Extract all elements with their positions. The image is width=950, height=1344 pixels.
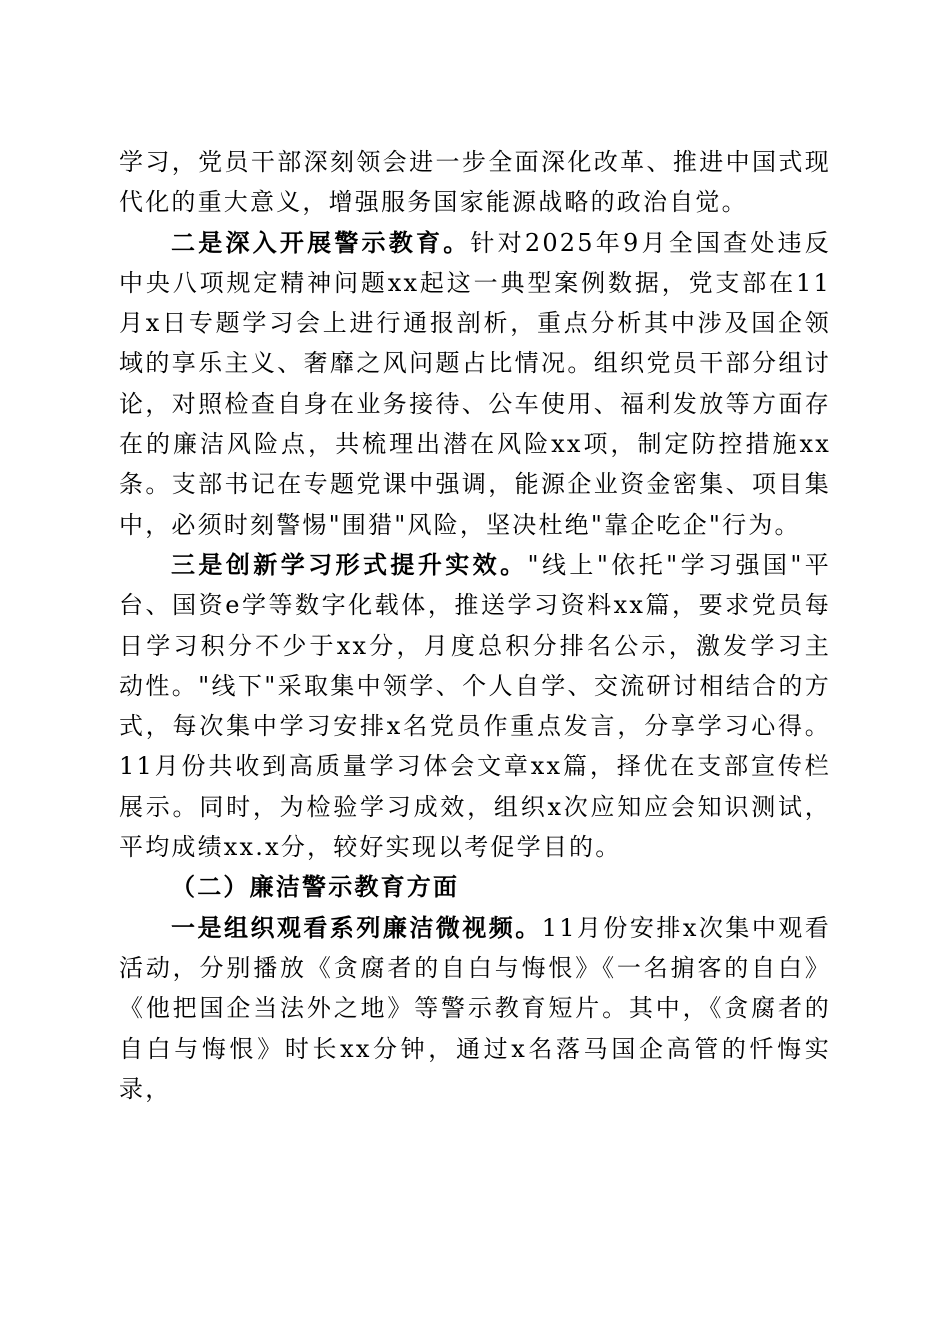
paragraph-warning-education [119,223,831,545]
paragraph-text: 针对2025年9月全国查处违反中央八项规定精神问题xx起这一典型案例数据，党支部在11月x日专题学习会上进行通报剖析，重点分析其中涉及国企领域的享乐主义、奢靡之风问题占比情况。组织党员干部分组讨论，对照检查自身在业务接待、公车使用、福利发放等方面存在的廉洁风险点，共梳理出潜在风险xx项，制定防控措施xx条。支部书记在专题党课中强调，能源企业资金密集、项目集中，必须时刻警惕"围猎"风险，坚决杜绝"靠企吃企"行为。 [119,228,831,539]
document-body [119,142,831,1109]
paragraph-lead: 三是创新学习形式提升实效。 [171,550,528,579]
paragraph-continuation [119,142,831,223]
paragraph-lead: 二是深入开展警示教育。 [171,228,471,257]
paragraph-lead: 一是组织观看系列廉洁微视频。 [171,913,542,942]
paragraph-text: "线上"依托"学习强国"平台、国资e学等数字化载体，推送学习资料xx篇，要求党员每日学习积分不少于xx分，月度总积分排名公示，激发学习主动性。"线下"采取集中领学、个人自学、交流研讨相结合的方式，每次集中学习安排x名党员作重点发言，分享学习心得。11月份共收到高质量学习体会文章xx篇，择优在支部宣传栏展示。同时，为检验学习成效，组织x次应知应会知识测试，平均成绩xx.x分，较好实现以考促学目的。 [119,550,831,862]
paragraph-integrity-videos [119,908,831,1109]
section-heading: （二）廉洁警示教育方面 [171,873,460,902]
paragraph-text: 学习，党员干部深刻领会进一步全面深化改革、推进中国式现代化的重大意义，增强服务国家能源战略的政治自觉。 [119,148,831,217]
paragraph-text: 11月份安排x次集中观看活动，分别播放《贪腐者的自白与悔恨》《一名掮客的自白》《他把国企当法外之地》等警示教育短片。其中，《贪腐者的自白与悔恨》时长xx分钟，通过x名落马国企高管的忏悔实录， [119,913,831,1103]
paragraph-learning-forms [119,545,831,867]
